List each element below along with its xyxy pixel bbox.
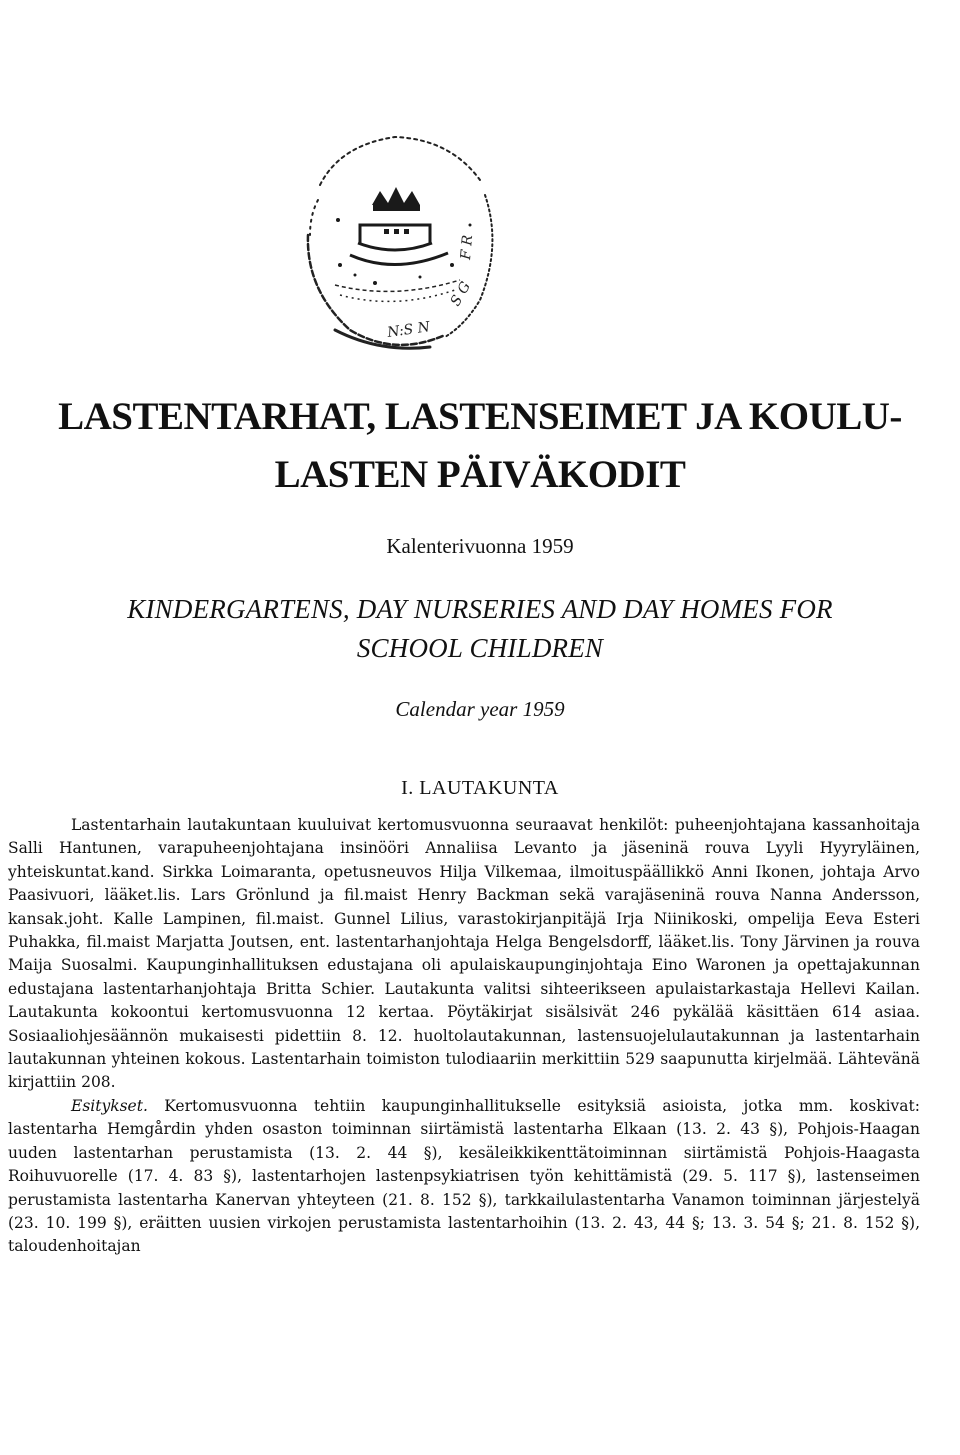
title-finnish: [0, 388, 960, 504]
title-english-line1: KINDERGARTENS, DAY NURSERIES AND DAY HOMES FOR: [127, 594, 833, 624]
section-heading: I. LAUTAKUNTA: [401, 777, 559, 799]
svg-text:S G: S G: [447, 279, 475, 309]
body-text: [8, 814, 920, 1259]
title-finnish-line1: LASTENTARHAT, LASTENSEIMET JA KOULU-: [58, 395, 902, 438]
svg-text:F R: F R: [458, 234, 477, 261]
paragraph-board-members: Lastentarhain lautakuntaan kuuluivat kertomusvuonna seuraavat henkilöt: puheenjohtajana kassanhoitaja Salli Hantunen, varapuheenjohtajana insinööri Annaliisa Levanto ja jäseninä rouva Lyyli Hyyryläinen, yhteiskuntat.kand. Sirkka Loimaranta, opetusneuvos Hilja Vilkemaa, ilmoituspäällikkö Anni Ikonen, johtaja Arvo Paasivuori, lääket.lis. Lars Grönlund ja fil.maist Henry Backman sekä varajäseninä rouva Nanna Andersson, kansak.joht. Kalle Lampinen, fil.maist. Gunnel Lilius, varastokirjanpitäjä Irja Niinikoski, ompelija Eeva Esteri Puhakka, fil.maist Marjatta Joutsen, ent. lastentarhanjohtaja Helga Bengelsdorff, lääket.lis. Tony Järvinen ja rouva Maija Suosalmi. Kaupunginhallituksen edustajana oli apulaiskaupunginjohtaja Eino Waronen ja opettajakunnan edustajana lastentarhanjohtaja Britta Schier. Lautakunta valitsi sihteerikseen apulaistarkastaja Hellevi Kailan. Lautakunta kokoontui kertomusvuonna 12 kertaa. Pöytäkirjat sisälsivät 246 pykälää käsittäen 614 asiaa. Sosiaaliohjesäännön mukaisesti pidettiin 8. 12. huoltolautakunnan, lastensuojelulautakunnan ja lastentarhain lautakunnan yhteinen kokous. Lastentarhain toimiston tulodiaariin merkittiin 529 saapunutta kirjelmää. Lähtevänä kirjattiin 208.: [8, 816, 920, 1092]
title-finnish-line2: LASTEN PÄIVÄKODIT: [274, 453, 686, 496]
title-english: [0, 590, 960, 668]
svg-text:N:S N: N:S N: [386, 319, 431, 341]
subtitle-english: Calendar year 1959: [395, 697, 565, 721]
city-coat-of-arms-seal-icon: [280, 125, 510, 360]
subtitle-finnish: Kalenterivuonna 1959: [386, 534, 574, 558]
paragraph-proposals-lead: Esitykset.: [71, 1096, 148, 1115]
paragraph-proposals-text: Kertomusvuonna tehtiin kaupunginhallitukselle esityksiä asioista, jotka mm. koskivat: lastentarha Hemgårdin yhden osaston toiminnan siirtämistä lastentarha Elkaan (13. 2. 43 §), Pohjois-Haagan uuden lastentarhan perustamista (13. 2. 44 §), kesäleikkikenttätoiminnan siirtämistä Pohjois-Haagasta Roihuvuorelle (17. 4. 83 §), lastentarhojen lastenpsykiatrisen työn kehittämistä (29. 5. 117 §), lastenseimen perustamista lastentarha Kanervan yhteyteen (21. 8. 152 §), tarkkailulastentarha Vanamon toiminnan järjestelyä (23. 10. 199 §), eräitten uusien virkojen perustamista lastentarhoihin (13. 2. 43, 44 §; 13. 3. 54 §; 21. 8. 152 §), taloudenhoitajan: [8, 1096, 920, 1256]
title-english-line2: SCHOOL CHILDREN: [356, 633, 604, 663]
paragraph-proposals: [8, 1095, 920, 1259]
